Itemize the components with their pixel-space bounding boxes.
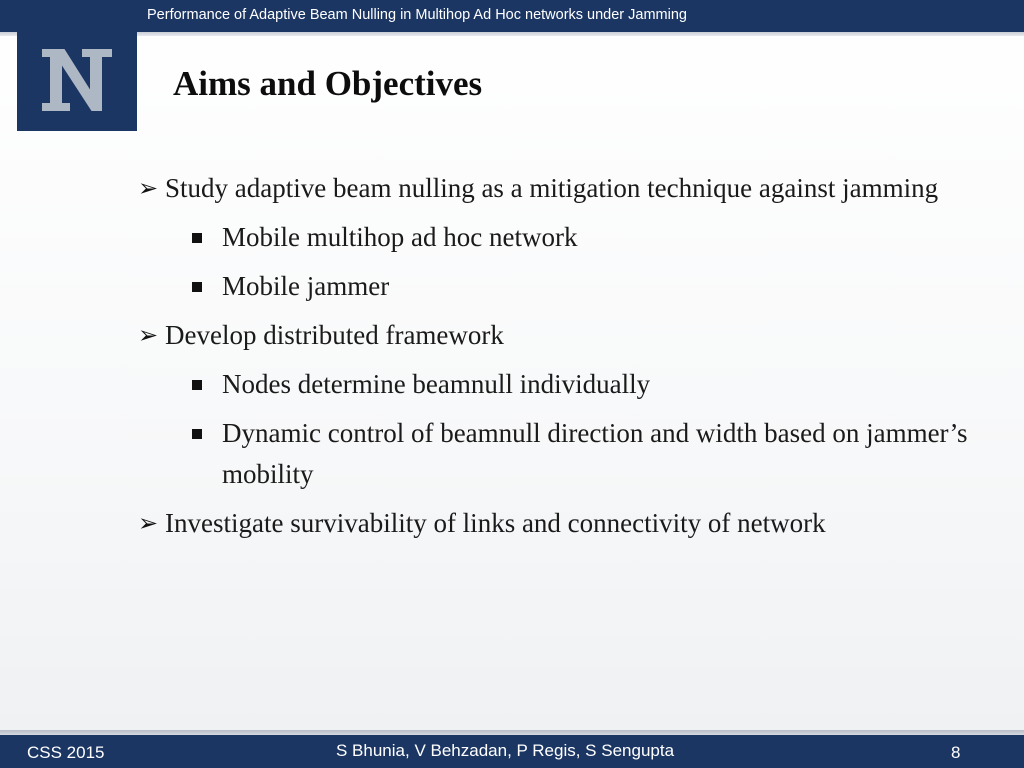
authors-label: S Bhunia, V Behzadan, P Regis, S Sengupta [336,741,675,760]
list-item [138,503,968,544]
bullet-text: Dynamic control of beamnull direction and width based on jammer’s mobility [222,418,968,489]
header-rule [0,32,1024,36]
bullet-text: Mobile multihop ad hoc network [222,222,578,252]
presentation-title: Performance of Adaptive Beam Nulling in Multihop Ad Hoc networks under Jamming [147,7,687,23]
list-item [138,217,968,258]
arrowhead-icon: ➢ [138,321,159,349]
square-bullet-icon [192,429,202,439]
bullet-text: Nodes determine beamnull individually [222,369,651,399]
list-item [138,413,968,495]
arrowhead-icon: ➢ [138,174,159,202]
bullet-list [138,168,968,552]
bullet-text: Mobile jammer [222,271,390,301]
list-item [138,315,968,356]
page-number: 8 [951,743,961,762]
header-bar [0,0,1024,32]
slide-title: Aims and Objectives [173,64,483,103]
university-logo [17,30,137,131]
conference-label: CSS 2015 [27,743,105,762]
square-bullet-icon [192,380,202,390]
bullet-text: Study adaptive beam nulling as a mitigation technique against jamming [165,173,939,203]
n-logo-icon [39,42,115,116]
list-item [138,168,968,209]
square-bullet-icon [192,282,202,292]
arrowhead-icon: ➢ [138,509,159,537]
list-item [138,364,968,405]
bullet-text: Investigate survivability of links and connectivity of network [165,508,826,538]
bullet-text: Develop distributed framework [165,320,504,350]
square-bullet-icon [192,233,202,243]
list-item [138,266,968,307]
